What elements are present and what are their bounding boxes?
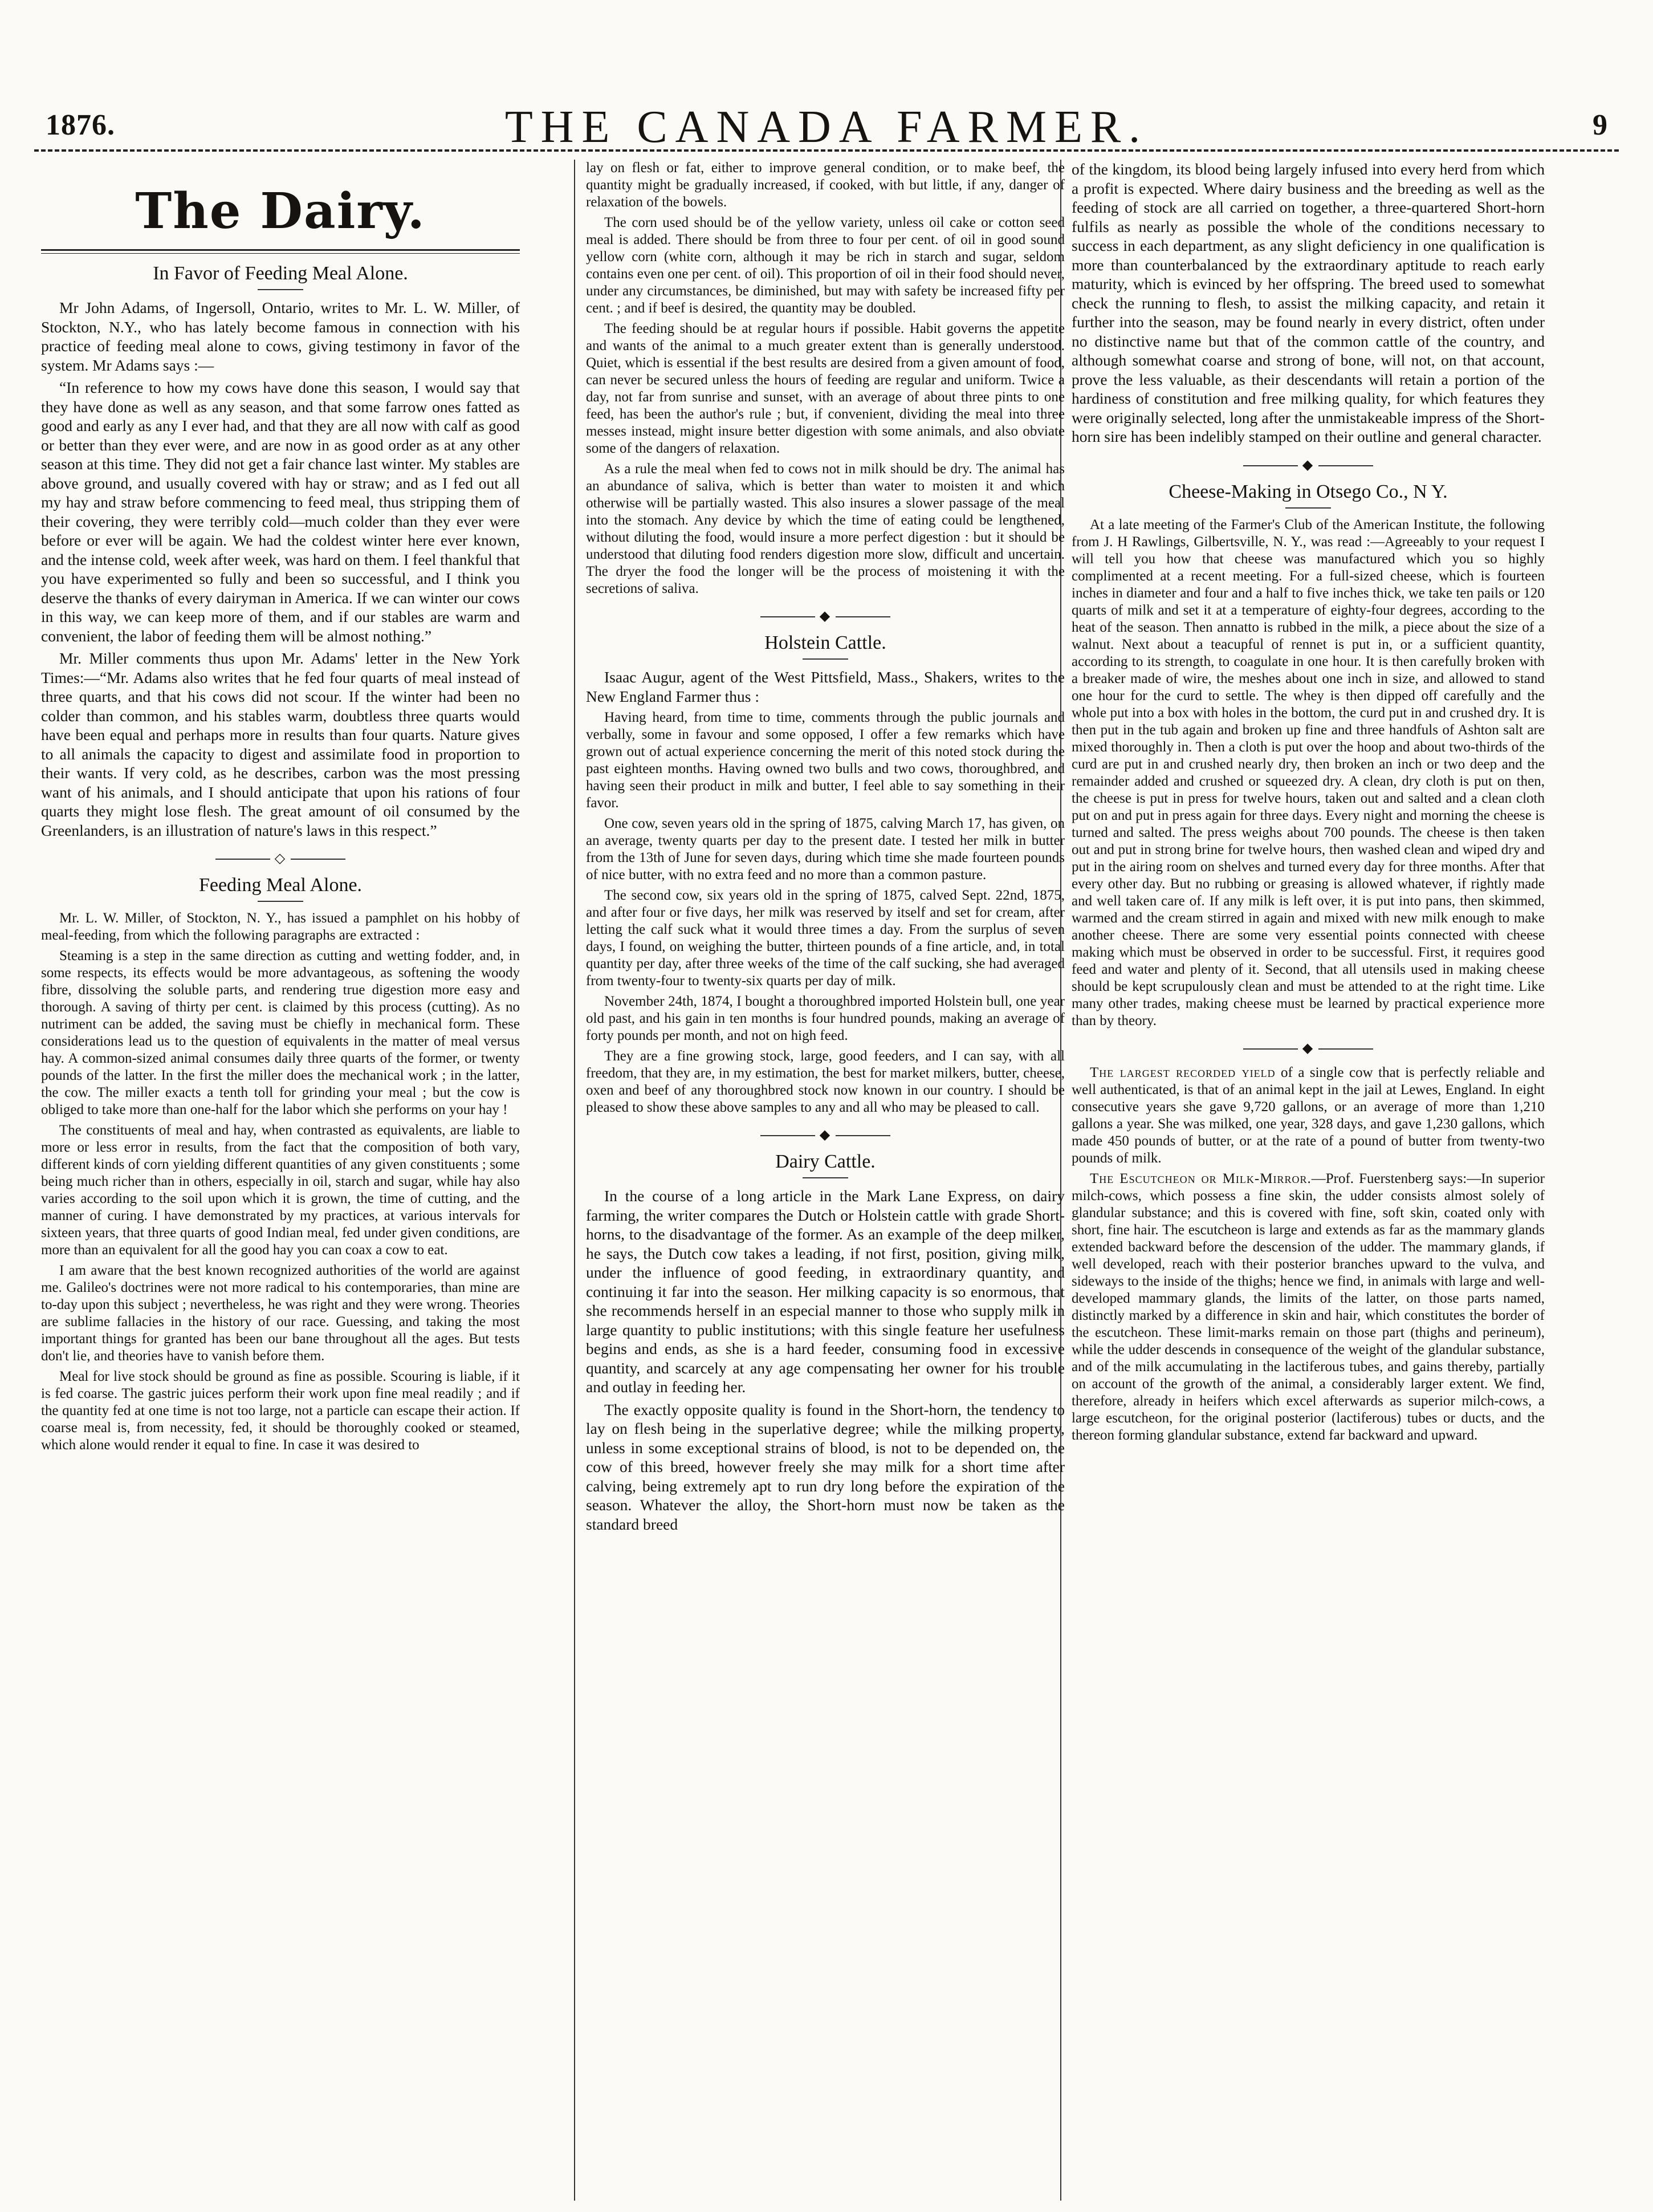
heading-underline	[258, 901, 303, 902]
issue-year: 1876.	[46, 109, 115, 141]
article-paragraph: of the kingdom, its blood being largely infused into every herd from which a profit is expected. Where dairy business and the breeding as well as the feeding of stock are all carried on together, a three-quartered Short-horn fulfils as nearly as possible the whole of the conditions necessary to success in each department, as any slight deficiency in one qualification is more than counterbalanced by the extraordinary aptitude to reach early maturity, which is evinced by her offspring. The breed used to somewhat check the running to flesh, to assist the milking capacity, and retain it further into the season, may be found nearly in every district, often under no distinctive name but that of the common cattle of the country, and although somewhat coarse and strong of bone, will not, on that account, prove the less valuable, as their descendants will retain a portion of the hardiness of constitution and free milking quality, for which features they were originally selected, long after the unmistakeable impress of the Short-horn sire has been indelibly stamped on their outline and general character.	[1072, 160, 1545, 445]
article-paragraph: The second cow, six years old in the spring of 1875, calved Sept. 22nd, 1875, and after four or five days, her milk was reserved by itself and set for cream, after letting the calf suck what it would three times a day. From the surplus of seven days, I found, on weighing the butter, thirteen pounds of a fine article, and, in total quantity per day, after three weeks of the time of the calf sucking, she had averaged from twenty-four to twenty-six quarts per day of milk.	[586, 888, 1065, 989]
article-paragraph: Having heard, from time to time, comments through the public journals and verbally, some in favour and some opposed, I offer a few remarks which have grown out of actual experience concerning the merit of this noted stock during the past eighteen months. Having owned two bulls and two cows, thoroughbred, and having seen their product in milk and butter, I feel able to say something in their favor.	[586, 710, 1065, 811]
heading-underline	[803, 658, 848, 660]
article-paragraph	[1072, 1064, 1545, 1167]
heading-underline	[258, 289, 303, 290]
article-paragraph: Mr John Adams, of Ingersoll, Ontario, writes to Mr. L. W. Miller, of Stockton, N.Y., who has lately become famous in connection with his practice of feeding meal alone to cows, giving testimony in favor of the system. Mr Adams says :—	[41, 299, 520, 374]
article-paragraph: Steaming is a step in the same direction as cutting and wetting fodder, and, in some respects, its effects would be more advantageous, as softening the woody fibre, dissolving the soluble parts, and rendering true digestion more easy and thorough. A saving of thirty per cent. is claimed by this process (cutting). As no nutriment can be added, the saving must be chiefly in mechanical form. These considerations lead us to the question of equivalents in the matter of meal versus hay. A common-sized animal consumes daily three quarts of the former, or twenty pounds of the latter. In the first the miller does the mechanical work ; in the latter, the cow. The miller exacts a tenth toll for grinding your meal ; but the cow is obliged to take more than one-half for the labor which she performs on your hay !	[41, 948, 520, 1117]
article-paragraph: “In reference to how my cows have done this season, I would say that they have done as well as any season, and that some farrow ones fatted as good and early as any I ever had, and that they are all now with calf as good or better than they ever were, and are now in as good order as at any other season at this time. They did not get a fair chance last winter. My stables are above ground, and usually covered with hay or straw; and as I fed out all my hay and straw before commencing to feed meal, thus stripping them of their covering, they were terribly cold—much colder than they ever were before or ever will be again. We had the coldest winter here ever known, and the intense cold, week after week, was hard on them. I feel thankful that you have experimented so fully and been so successful, and I think you deserve the thanks of every dairyman in America. If we can winter our cows in this way, we can keep more of them, and if our stables are warm and convenient, the labor of feeding them will be almost nothing.”	[41, 379, 520, 645]
article-paragraph: The feeding should be at regular hours if possible. Habit governs the appetite and wants of the animal to a much greater extent than is generally understood. Quiet, which is essential if the best results are desired from a given amount of food, can never be secured unless the hours of feeding are regular and uniform. Twice a day, not far from sunrise and sunset, with an average of about three pints to one feed, has been the author's rule ; but, if convenient, dividing the meal into three messes instead, might insure better digestion with some animals, and also obviate some of the dangers of relaxation.	[586, 321, 1065, 456]
paragraph-lead: The largest recorded yield	[1090, 1064, 1276, 1080]
article-heading: Holstein Cattle.	[764, 632, 886, 653]
article-paragraph: The constituents of meal and hay, when contrasted as equivalents, are liable to more or less error in results, from the fact that the composition of both vary, different kinds of corn yielding different quantities of any given constituents ; some being much richer than in others, especially in oil, starch and sugar, while hay also varies according to the soil upon which it is grown, the time of cutting, and the manner of curing. I have demonstrated by my practices, at various intervals for sixteen years, that three quarts of good Indian meal, fed under given conditions, are more than an equivalent for all the good hay you can coax a cow to eat.	[41, 1123, 520, 1258]
article-paragraph: Meal for live stock should be ground as fine as possible. Scouring is liable, if it is fed coarse. The gastric juices perform their work upon fine meal readily ; and if the quantity fed at one time is not too large, not a particle can escape their action. If coarse meal is, from necessity, fed, it should be thoroughly cooked or steamed, which alone would render it equal to fine. In case it was desired to	[41, 1369, 520, 1453]
masthead-rule	[34, 149, 1619, 152]
article-heading: Dairy Cattle.	[775, 1151, 876, 1172]
heading-underline	[1285, 507, 1331, 509]
article-heading: In Favor of Feeding Meal Alone.	[153, 263, 408, 284]
column-divider	[574, 160, 575, 2201]
article-paragraph: One cow, seven years old in the spring of 1875, calving March 17, has given, on an average, twenty quarts per day to the present date. I tested her milk in butter from the 13th of June for seven days, during which time she made fourteen pounds of nice butter, with no extra feed and no more than a common pasture.	[586, 816, 1065, 883]
article-paragraph: Isaac Augur, agent of the West Pittsfield, Mass., Shakers, writes to the New England Farmer thus :	[586, 668, 1065, 705]
section-separator: ◆	[1072, 457, 1545, 473]
article-paragraph: Mr. Miller comments thus upon Mr. Adams' letter in the New York Times:—“Mr. Adams also writes that he fed four quarts of meal instead of three quarts, and that his cows did not scour. If the winter had been no colder than common, and his stables warm, doubtless three quarts would have been equal and perhaps more in results than four quarts. Nature gives to all animals the capacity to digest and assimilate food in proportion to their wants. If very cold, as he describes, carbon was the most pressing want of his animals, and I should anticipate that upon his rations of four quarts they might lose flesh. The great amount of oil consumed by the Greenlanders, is an illustration of nature's laws in this respect.”	[41, 649, 520, 839]
section-separator: ◆	[586, 1127, 1065, 1143]
article-paragraph: At a late meeting of the Farmer's Club of the American Institute, the following from J. H Rawlings, Gilbertsville, N. Y., was read :—Agreeably to your request I will tell you how that cheese was manufactured which you so highly complimented at a recent meeting. For a full-sized cheese, which is fourteen inches in diameter and four and a half to five inches thick, we take ten pails or 120 quarts of milk and set it at a temperature of eighty-four degrees, according to the heat of the season. Then annatto is rubbed in the milk, a piece about the size of a walnut. Next about a teacupful of rennet is put in, or a sufficient quantity, according to its strength, to coagulate in one hour. It is then carefully broken with a breaker made of wire, the meshes about one inch in size, and allowed to stand one hour for the curd to settle. The whey is then dipped off carefully and the whole put into a box with holes in the bottom, the curd put in and crushed dry. It is then put in the tub again and broken up fine and three handfuls of Ashton salt are mixed thoroughly in. Then a cloth is put over the hoop and about two-thirds of the curd are put in and crushed nearly dry, then broken an inch or two deep and the remainder added and crushed or squeezed dry. A clean, dry cloth is put on then, the cheese is put in press for twelve hours, taken out and salted and a clean cloth put on and put in press again for three days. Every night and morning the cheese is turned and salted. The press weighs about 700 pounds. The cheese is then taken out and put in strong brine for twelve hours, then washed clean and wiped dry and put in the airing room on shelves and turned every day for three months. After that every other day. But no rubbing or greasing is allowed whatever, if rightly made and well taken care of. If any milk is left over, it is put into pans, then skimmed, warmed and the cream stirred in again and mixed with new milk enough to make another cheese. There are some very essential points connected with cheese making which must be observed in order to be successful. First, it requires good feed and water and plenty of it. Second, that all utensils used in making cheese should be kept scrupulously clean and must be attended to at the right time. Like many other trades, making cheese must be learned by practical experience more than by theory.	[1072, 517, 1545, 1028]
article-paragraph: I am aware that the best known recognized authorities of the world are against me. Galileo's doctrines were not more radical to his contemporaries, than mine are to-day upon this subject ; nevertheless, he was right and they were wrong. Theories are sublime fallacies in the history of our race. Guessing, and taking the most important things for granted has been our bane throughout all the ages. But tests don't lie, and theories have to vanish before them.	[41, 1263, 520, 1364]
column-1	[41, 160, 520, 2206]
heading-underline	[803, 1177, 848, 1178]
paragraph-lead: The Escutcheon or Milk-Mirror.	[1090, 1170, 1312, 1186]
article-paragraph: The exactly opposite quality is found in the Short-horn, the tendency to lay on flesh being in the superlative degree; while the milking property, unless in some exceptional strains of blood, is not to be depended on, the cow of this breed, however freely she may milk for a short time after calving, being extremely apt to run dry long before the expiration of the season. Whatever the alloy, the Short-horn must now be taken as the standard breed	[586, 1400, 1065, 1533]
article-heading: Feeding Meal Alone.	[198, 875, 363, 896]
column-2	[586, 160, 1065, 2206]
article-paragraph: Mr. L. W. Miller, of Stockton, N. Y., has issued a pamphlet on his hobby of meal-feeding, from which the following paragraphs are extracted :	[41, 910, 520, 943]
newspaper-title: THE CANADA FARMER.	[504, 102, 1149, 152]
article-paragraph: As a rule the meal when fed to cows not in milk should be dry. The animal has an abundance of saliva, which is better than water to moisten it and which otherwise will be partially wasted. This also insures a slower passage of the meal into the stomach. Any device by which the time of eating could be lengthened, without diluting the food, would insure a more perfect digestion : but it should be understood that diluting food renders digestion more slow, difficult and uncertain. The dryer the food the longer will be the process of moistening it with the secretions of saliva.	[586, 461, 1065, 596]
paragraph-text: of a single cow that is perfectly reliable and well authenticated, is that of an animal kept in the jail at Lewes, England. In eight consecutive years she gave 9,720 gallons, or an average of more than 1,210 gallons a year. She was milked, one year, 328 days, and gave 1,230 gallons, which made 450 pounds of butter, or at the rate of a pound of butter from twenty-two pounds of milk.	[1072, 1064, 1545, 1166]
page-number: 9	[1593, 109, 1607, 141]
heading-rule	[41, 253, 520, 254]
heading-rule	[41, 249, 520, 251]
section-separator: ◆	[586, 608, 1065, 624]
section-separator: ◇	[41, 850, 520, 867]
section-separator: ◆	[1072, 1040, 1545, 1056]
article-paragraph: lay on flesh or fat, either to improve general condition, or to make beef, the quantity might be gradually increased, if cooked, with but little, if any, danger of relaxation of the bowels.	[586, 160, 1065, 210]
article-paragraph	[1072, 1170, 1545, 1444]
article-paragraph: They are a fine growing stock, large, good feeders, and I can say, with all freedom, that they are, in my estimation, the best for market milkers, butter, cheese, oxen and beef of any thoroughbred stock now known in our country. I should be pleased to show these above samples to any and all who may be pleased to call.	[586, 1048, 1065, 1115]
article-paragraph: The corn used should be of the yellow variety, unless oil cake or cotton seed meal is added. There should be from three to four per cent. of oil in good sound yellow corn (white corn, although it may be rich in starch and sugar, seldom contains even one per cent. of oil). This proportion of oil in their food should never, under any circumstances, be diminished, but may with safety be increased fifty per cent. ; and if beef is desired, the quantity may be doubled.	[586, 215, 1065, 316]
masthead	[0, 0, 1653, 152]
article-paragraph: November 24th, 1874, I bought a thoroughbred imported Holstein bull, one year old past, and his gain in ten months is four hundred pounds, making an average of forty pounds per month, and not on high feed.	[586, 994, 1065, 1043]
column-3	[1072, 160, 1545, 2206]
article-heading: Cheese-Making in Otsego Co., N Y.	[1168, 481, 1448, 502]
paragraph-text: —Prof. Fuerstenberg says:—In superior milch-cows, which possess a fine skin, the udder consists almost solely of glandular substance; and this is covered with fine, soft skin, coated only with short, fine hair. The escutcheon is large and extends as far as the mammary glands extended backward before the descension of the udder. The mammary glands, if well developed, reach with their posterior branches upward to the vulva, and sideways to the inside of the thighs; hence we find, in animals with large and well-developed mammary glands, the limits of the latter, on those parts named, distinctly marked by a difference in skin and hair, which constitutes the border of the escutcheon. These limit-marks remain on those part (thighs and perineum), while the udder descends in consequence of the weight of the glandular substance, and of the milk accumulating in the lactiferous tubes, and gains thereby, partially on account of the growth of the animal, a considerably larger extent. We find, therefore, already in heifers which excel afterwards as superior milch-cows, a large escutcheon, for the original posterior (lactiferous) tubes or ducts, and the thereon forming glandular substance, extend far backward and upward.	[1072, 1170, 1545, 1443]
article-paragraph: In the course of a long article in the Mark Lane Express, on dairy farming, the writer compares the Dutch or Holstein cattle with grade Short-horns, to the disadvantage of the former. As an example of the deep milker, he says, the Dutch cow takes a leading, if not first, position, giving milk, under the influence of good feeding, in extraordinary quantity, and continuing it far into the season. Her milking capacity is so enormous, that she recommends herself in an especial manner to those who supply milk in large quantity to public institutions; with this single feature her usefulness begins and ends, as she is a hard feeder, consuming food in excessive quantity, and scarcely at any age compensating her owner for his trouble and outlay in feeding her.	[586, 1187, 1065, 1396]
department-heading: The Dairy.	[135, 182, 426, 240]
